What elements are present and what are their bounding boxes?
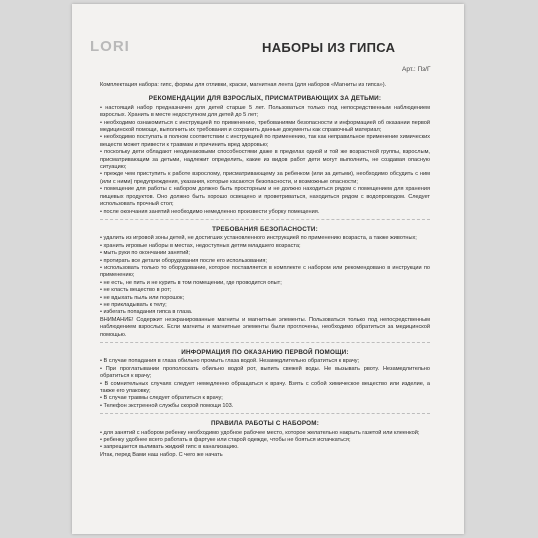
paragraph: • хранить игровые наборы в местах, недоступных детям младшего возраста; — [100, 242, 301, 249]
page-title: НАБОРЫ ИЗ ГИПСА — [262, 40, 396, 55]
paragraph: • не есть, не пить и не курить в том помещении, где проводится опыт; — [100, 279, 282, 286]
paragraph: • поскольку дети обладают неодинаковыми способностями даже в пределах одной и той же возрастной группы, взрослым, присматривающим за детьми, надлежит определить, какие из видов работ дети могут выполнить, не создавая опасную ситуацию; — [100, 149, 430, 171]
section-work-rules — [100, 420, 430, 459]
article-number: Арт.: Пз/Г — [402, 66, 431, 73]
kit-contents: Комплектация набора: гипс, формы для отливки, краски, магнитная лента (для наборов «Магниты из гипса»). — [100, 82, 387, 88]
paragraph: • необходимо ознакомиться с инструкцией по применению, требованиями безопасности и информацией об оказании первой медицинской помощи, выполнить их требования и сохранить данные документы как справочный материал; — [100, 119, 430, 134]
paragraph: • мыть руки по окончании занятий; — [100, 250, 190, 257]
paragraph: • для занятий с набором ребенку необходимо удобное рабочее место, которое желательно накрыть газетой или клеенкой; — [100, 429, 420, 436]
paragraph: • не вдыхать пыль или порошок; — [100, 294, 185, 301]
paragraph: • использовать только то оборудование, которое поставляется в комплекте с набором или рекомендовано в инструкции по применению; — [100, 264, 430, 279]
paragraph: • избегать попадания гипса в глаза. — [100, 309, 193, 316]
instruction-sheet — [72, 4, 464, 534]
paragraph: • необходимо поступать в полном соответствии с инструкцией по применению, так как неправильное применение химических веществ может привести к травмам и причинить вред здоровью; — [100, 134, 430, 148]
paragraph: • не прикладывать к телу; — [100, 301, 167, 308]
paragraph: • В случае травмы следует обратиться к врачу; — [100, 395, 223, 402]
divider — [100, 413, 430, 414]
paragraph: • При проглатывании прополоскать обильно водой рот, выпить свежей воды. Не вызывать рвоту. Незамедлительно обратиться к врачу; — [100, 365, 430, 380]
paragraph: • ребенку удобнее всего работать в фартуке или старой одежде, чтобы не бояться испачкаться; — [100, 437, 351, 444]
section-heading: ПРАВИЛА РАБОТЫ С НАБОРОМ: — [210, 420, 320, 428]
paragraph: • протирать все детали оборудования после его использования; — [100, 257, 267, 264]
section-recommendations — [100, 95, 430, 216]
paragraph: • не класть вещество в рот; — [100, 287, 172, 294]
paragraph: • настоящий набор предназначен для детей старше 5 лет. Пользоваться только под непосредственным наблюдением взрослых. Хранить в месте недоступном для детей до 5 лет; — [100, 104, 430, 119]
divider — [100, 219, 430, 220]
section-heading: ТРЕБОВАНИЯ БЕЗОПАСНОСТИ: — [212, 225, 318, 233]
brand-logo: LORI — [90, 38, 130, 55]
paragraph: • после окончания занятий необходимо немедленно произвести уборку помещения. — [100, 208, 320, 215]
paragraph: • запрещается выливать жидкий гипс в канализацию. — [100, 444, 239, 451]
paragraph: • помещение для работы с набором должно быть просторным и не должно находиться рядом с помещением для хранения пищевых продуктов. Оно должно быть хорошо освещено и проветриваться, находиться рядом с водопроводом. Следует использовать прочный стол; — [100, 186, 430, 208]
divider — [100, 342, 430, 343]
section-safety — [100, 226, 430, 339]
section-heading: РЕКОМЕНДАЦИИ ДЛЯ ВЗРОСЛЫХ, ПРИСМАТРИВАЮЩИХ ЗА ДЕТЬМИ: — [148, 95, 382, 103]
section-first-aid — [100, 349, 430, 410]
warning-paragraph: ВНИМАНИЕ! Содержит неэкранированные магниты и магнитные элементы. Пользоваться только под непосредственным наблюдением взрослых. Если магниты и магнитные элементы были проглочены, необходимо обратиться за медицинской помощью. — [100, 316, 430, 338]
paragraph: • удалить из игровой зоны детей, не достигших установленного инструкцией по применению возраста, а также животных; — [100, 235, 417, 242]
paragraph: • Телефон экстренной службы скорой помощи 103. — [100, 402, 234, 409]
paragraph: • В случае попадания в глаза обильно промыть глаза водой. Незамедлительно обратиться к врачу; — [100, 358, 360, 365]
paragraph: Итак, перед Вами наш набор. С чего же начать — [100, 451, 223, 458]
document-body — [100, 82, 430, 459]
section-heading: ИНФОРМАЦИЯ ПО ОКАЗАНИЮ ПЕРВОЙ ПОМОЩИ: — [181, 349, 349, 356]
paragraph: • прежде чем приступить к работе взрослому, присматривающему за ребенком (или за детьми), необходимо обсудить с ним (или с ними) предупреждения, указания, которые касаются безопасности, и возможные опасности; — [100, 171, 430, 185]
paragraph: • В сомнительных случаях следует немедленно обращаться к врачу. Взять с собой химическое вещество или изделие, а также его упаковку; — [100, 380, 430, 395]
